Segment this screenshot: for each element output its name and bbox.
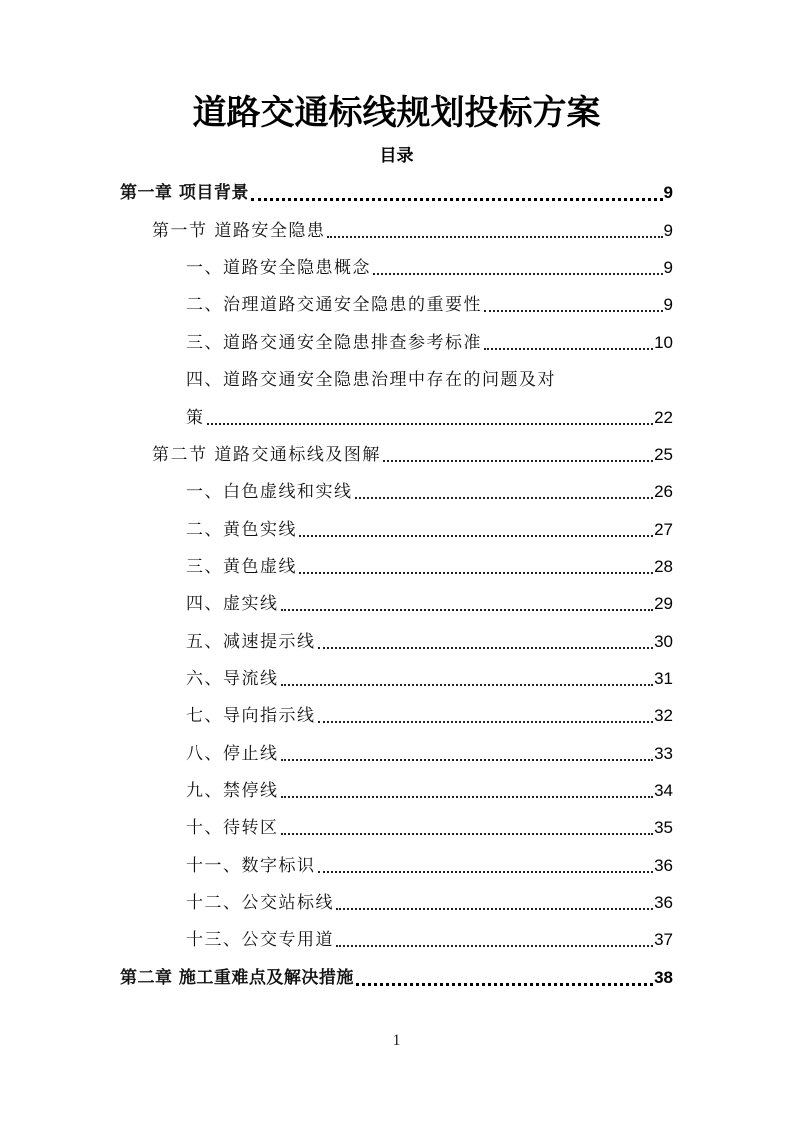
dot-leader (355, 497, 654, 499)
toc-entry-label: 四、道路交通安全隐患治理中存在的问题及对 (186, 370, 556, 390)
dot-leader (281, 609, 654, 611)
toc-entry-page: 27 (654, 520, 673, 539)
dot-leader (281, 796, 654, 798)
toc-entry-item[interactable] (186, 479, 673, 505)
toc-entry-label: 第二章 施工重难点及解决措施 (120, 968, 354, 988)
toc-entry-page: 31 (654, 669, 673, 688)
toc-entry-page: 9 (663, 221, 673, 240)
toc-entry-item[interactable] (186, 591, 673, 617)
toc-entry-item[interactable] (186, 405, 673, 431)
toc-entry-page: 32 (654, 706, 673, 725)
toc-entry-item-wrap[interactable] (186, 367, 556, 393)
dot-leader (327, 236, 662, 238)
toc-heading: 目录 (379, 146, 414, 166)
dot-leader (318, 871, 654, 873)
page-number: 1 (392, 1032, 401, 1049)
toc-entry-page: 30 (654, 632, 673, 651)
toc-entry-item[interactable] (186, 741, 673, 767)
toc-entry-label: 九、禁停线 (186, 781, 279, 801)
dot-leader (299, 535, 653, 537)
toc-entry-item[interactable] (186, 292, 673, 318)
dot-leader (373, 273, 663, 275)
toc-entry-label: 第一节 道路安全隐患 (152, 221, 326, 241)
dot-leader (484, 348, 653, 350)
dot-leader (336, 908, 653, 910)
toc-entry-page: 34 (654, 781, 673, 800)
toc-entry-item[interactable] (186, 890, 673, 916)
toc-entry-item[interactable] (186, 629, 673, 655)
toc-entry-page: 37 (654, 930, 673, 949)
toc-entry-item[interactable] (186, 927, 673, 953)
toc-entry-label: 策 (186, 408, 205, 428)
toc-entry-page: 9 (663, 183, 673, 202)
toc-entry-page: 26 (654, 482, 673, 501)
toc-entry-item[interactable] (186, 778, 673, 804)
toc-entry-label: 三、道路交通安全隐患排查参考标准 (186, 333, 482, 353)
dot-leader (356, 983, 653, 986)
toc-entry-label: 十一、数字标识 (186, 856, 316, 876)
toc-entry-label: 八、停止线 (186, 744, 279, 764)
toc-entry-label: 第二节 道路交通标线及图解 (152, 445, 381, 465)
dot-leader (281, 833, 654, 835)
toc-entry-page: 38 (654, 968, 673, 987)
toc-entry-chapter[interactable] (120, 180, 673, 206)
toc-entry-section[interactable] (152, 442, 673, 468)
dot-leader (383, 460, 653, 462)
dot-leader (281, 759, 654, 761)
toc-entry-item[interactable] (186, 666, 673, 692)
toc-entry-label: 一、白色虚线和实线 (186, 482, 353, 502)
toc-entry-page: 9 (663, 295, 673, 314)
toc-entry-label: 第一章 项目背景 (120, 183, 249, 203)
dot-leader (318, 647, 654, 649)
toc-entry-chapter[interactable] (120, 965, 673, 991)
toc-entry-label: 一、道路安全隐患概念 (186, 258, 371, 278)
toc-entry-page: 29 (654, 594, 673, 613)
dot-leader (251, 198, 663, 201)
toc-entry-label: 六、导流线 (186, 669, 279, 689)
toc-entry-page: 35 (654, 818, 673, 837)
toc-entry-label: 十二、公交站标线 (186, 893, 334, 913)
dot-leader (207, 423, 654, 425)
document-title: 道路交通标线规划投标方案 (192, 93, 601, 133)
toc-entry-item[interactable] (186, 517, 673, 543)
toc-entry-item[interactable] (186, 330, 673, 356)
toc-entry-page: 10 (654, 333, 673, 352)
dot-leader (318, 721, 654, 723)
toc-entry-label: 十三、公交专用道 (186, 930, 334, 950)
toc-entry-page: 33 (654, 744, 673, 763)
toc-entry-page: 36 (654, 893, 673, 912)
toc-entry-item[interactable] (186, 703, 673, 729)
toc-entry-item[interactable] (186, 815, 673, 841)
toc-entry-item[interactable] (186, 853, 673, 879)
dot-leader (281, 684, 654, 686)
dot-leader (299, 572, 653, 574)
toc-entry-page: 9 (663, 258, 673, 277)
toc-entry-label: 七、导向指示线 (186, 706, 316, 726)
dot-leader (336, 945, 653, 947)
toc-entry-page: 22 (654, 408, 673, 427)
toc-entry-label: 二、黄色实线 (186, 520, 297, 540)
toc-entry-section[interactable] (152, 218, 673, 244)
toc-entry-page: 36 (654, 856, 673, 875)
toc-entry-label: 十、待转区 (186, 818, 279, 838)
toc-entry-label: 三、黄色虚线 (186, 557, 297, 577)
toc-entry-label: 五、减速提示线 (186, 632, 316, 652)
toc-entry-item[interactable] (186, 554, 673, 580)
toc-entry-page: 25 (654, 445, 673, 464)
dot-leader (484, 310, 663, 312)
toc-entry-item[interactable] (186, 255, 673, 281)
toc-entry-page: 28 (654, 557, 673, 576)
toc-entry-label: 四、虚实线 (186, 594, 279, 614)
toc-entry-label: 二、治理道路交通安全隐患的重要性 (186, 295, 482, 315)
